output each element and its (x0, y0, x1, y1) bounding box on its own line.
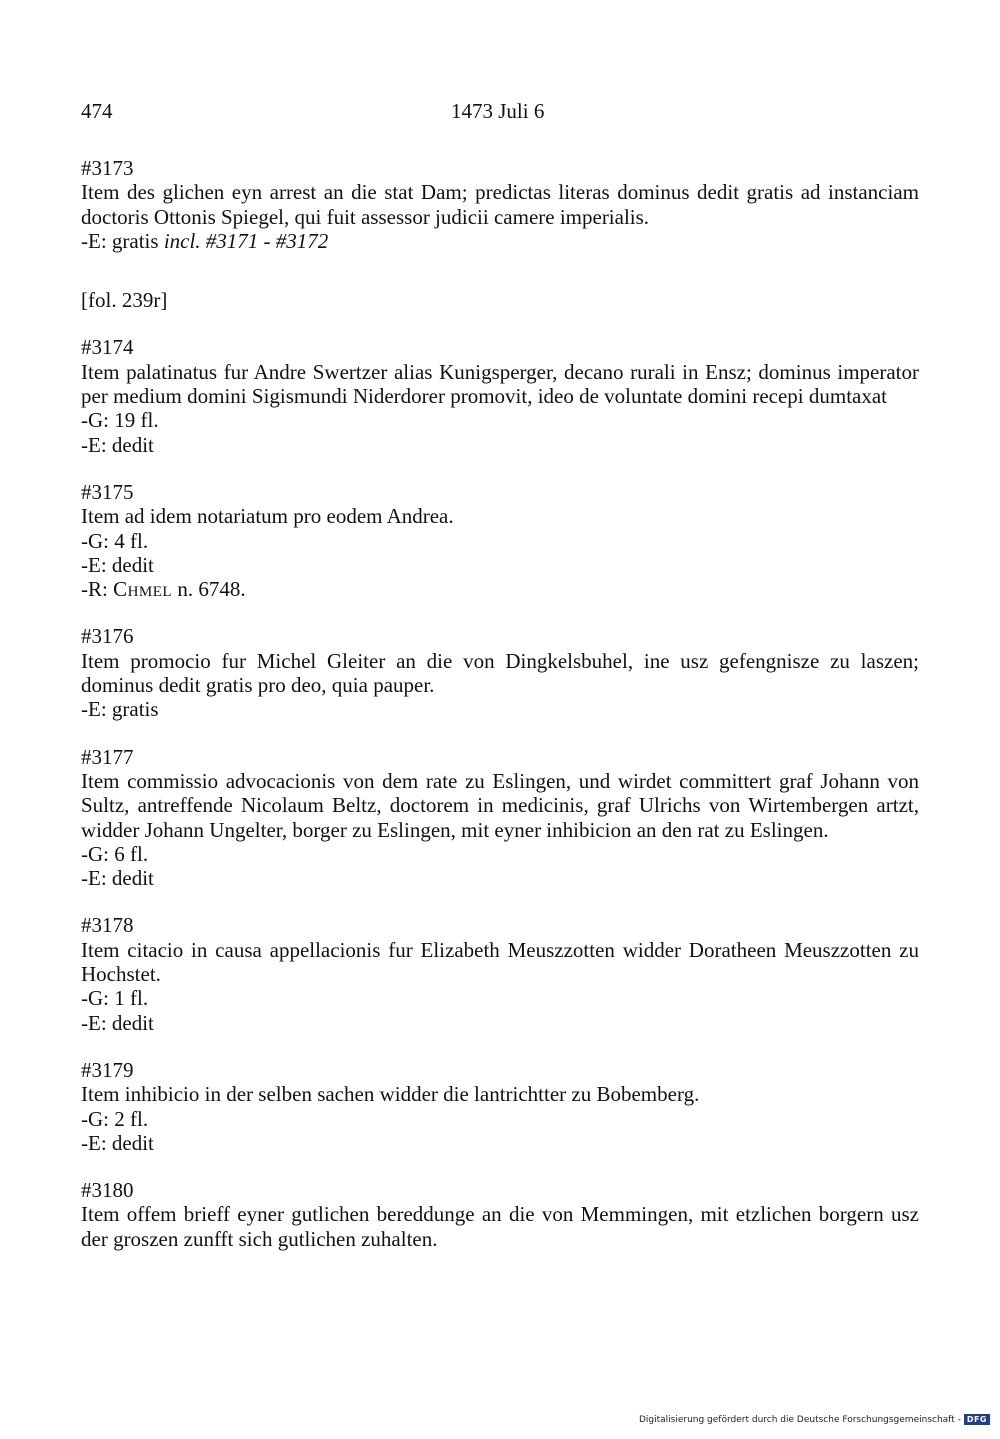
entry-note: -E: dedit (81, 552, 154, 577)
entry-note: -G: 4 fl. (81, 528, 149, 553)
entry-note: -G: 19 fl. (81, 408, 159, 433)
entry-note: -E: gratis (81, 697, 159, 722)
page (81, 96, 919, 1274)
note-prefix: -E: gratis (81, 228, 164, 253)
digitization-credit (639, 1414, 990, 1425)
entry-id: #3174 (81, 335, 134, 360)
entry-text: Item commissio advocacionis von dem rate zu Eslingen, und wirdet committert graf Johann von Sultz, antreffende Nicolaum Beltz, doctorem in medicinis, graf Ulrichs von Wirtembergen artzt, widder Johann Ungelter, borger zu Eslingen, mit eyner inhibicion an den rat zu Eslingen. (81, 768, 919, 842)
entry-id: #3178 (81, 913, 134, 938)
entry-note: -E: dedit (81, 866, 154, 891)
entry-note: -G: 6 fl. (81, 841, 149, 866)
entry-id: #3179 (81, 1057, 134, 1082)
entry-3175 (81, 480, 919, 601)
entry-text: Item offem brieff eyner gutlichen bereddunge an die von Memmingen, mit etzlichen borgern usz der groszen zunfft sich gutlichen zuhalten. (81, 1202, 919, 1251)
entry-id: #3180 (81, 1178, 134, 1203)
entry-3178 (81, 913, 919, 1034)
note-italic: incl. #3171 - #3172 (163, 228, 329, 253)
dfg-logo: DFG (964, 1414, 990, 1425)
entry-id: #3175 (81, 479, 134, 504)
entry-note-e (81, 229, 919, 253)
entry-note-r (81, 577, 919, 601)
entry-3177 (81, 745, 919, 891)
entry-id: #3173 (81, 156, 134, 180)
entry-note: -E: dedit (81, 1130, 154, 1155)
entry-text: Item palatinatus fur Andre Swertzer alias Kunigsperger, decano rurali in Ensz; dominus imperator per medium domini Sigismundi Niderdorer promovit, ideo de voluntate domini recepi dumtaxat (81, 359, 919, 409)
entry-note: -G: 2 fl. (81, 1106, 149, 1131)
entry-text: Item ad idem notariatum pro eodem Andrea. (81, 504, 454, 529)
page-header (81, 96, 919, 126)
entry-note: -E: dedit (81, 432, 154, 457)
entry-id: #3176 (81, 624, 134, 649)
author-name: Chmel (113, 577, 173, 602)
entry-note: -E: dedit (81, 1010, 154, 1035)
folio-marker: [fol. 239r] (81, 288, 168, 313)
entry-text: Item promocio fur Michel Gleiter an die von Dingkelsbuhel, ine usz gefengnisze zu laszen; dominus dedit gratis pro deo, quia pauper. (81, 648, 919, 698)
running-head: 1473 Juli 6 (451, 99, 545, 123)
note-suffix: n. 6748. (172, 577, 246, 602)
entry-text: Item des glichen eyn arrest an die stat Dam; predictas literas dominus dedit gratis ad instanciam doctoris Ottonis Spiegel, qui fuit assessor judicii camere imperialis. (81, 180, 919, 229)
credit-text: Digitalisierung gefördert durch die Deutsche Forschungsgemeinschaft - (638, 1414, 961, 1425)
entry-id: #3177 (81, 744, 134, 769)
entry-3173 (81, 156, 919, 253)
entry-3176 (81, 624, 919, 721)
note-prefix: -R: (81, 577, 114, 602)
entry-3174 (81, 335, 919, 456)
entries (81, 156, 919, 1251)
entry-note: -G: 1 fl. (81, 986, 149, 1011)
entry-3179 (81, 1058, 919, 1155)
entry-text: Item inhibicio in der selben sachen widder die lantrichtter zu Bobemberg. (81, 1082, 700, 1107)
entry-text: Item citacio in causa appellacionis fur Elizabeth Meuszzotten widder Doratheen Meuszzotten zu Hochstet. (81, 937, 919, 987)
entry-3180 (81, 1178, 919, 1251)
page-number: 474 (81, 99, 113, 123)
